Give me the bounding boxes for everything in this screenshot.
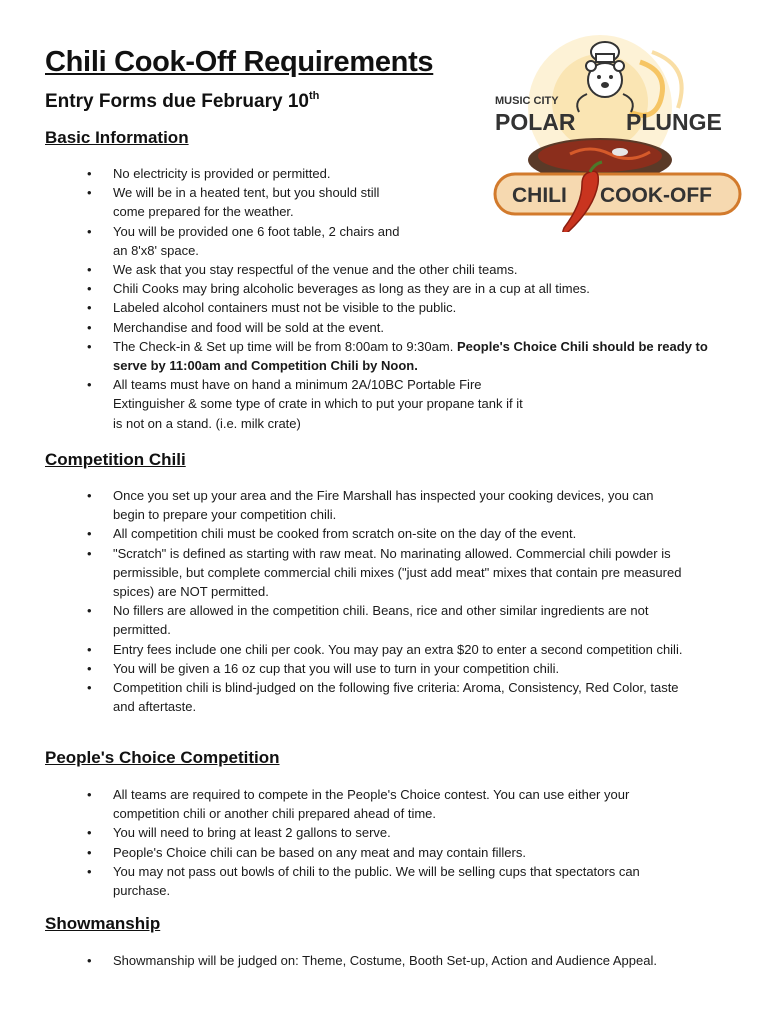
list-item <box>87 318 727 337</box>
list-item <box>87 222 727 260</box>
list-item: • You may not pass out bowls of chili to the public. We will be selling cups that spectators can purchase. <box>87 862 672 900</box>
list-item-text: Merchandise and food will be sold at the event. <box>113 319 385 335</box>
list-item <box>87 298 727 317</box>
list-item <box>87 164 727 183</box>
basic-information-list <box>87 164 727 433</box>
heading-peoples-choice: People's Choice Competition <box>45 748 280 767</box>
page-subtitle <box>45 90 319 113</box>
heading-competition-chili: Competition Chili <box>45 450 186 469</box>
list-item <box>87 337 727 375</box>
logo-music-city: MUSIC CITY <box>495 95 559 107</box>
heading-showmanship: Showmanship <box>45 914 161 933</box>
logo-chili: CHILI <box>512 184 567 207</box>
list-item-bold-text: People's Choice Chili should be ready to serve by 11:00am and Competition Chili by Noon. <box>113 338 708 374</box>
page-title: Chili Cook-Off Requirements <box>45 46 434 78</box>
list-item <box>87 279 727 298</box>
list-item-text: We will be in a heated tent, but you should still <box>113 185 380 201</box>
list-item-text: an 8'x8' space. <box>113 242 199 258</box>
subtitle-text: Entry Forms due February 10 <box>45 91 309 112</box>
heading-basic-information: Basic Information <box>45 128 189 147</box>
showmanship-list <box>87 951 727 970</box>
logo-cook-off: COOK-OFF <box>600 184 712 207</box>
competition-chili-list <box>87 486 687 716</box>
list-item-text: The Check-in & Set up time will be from 8:00am to 9:30am. <box>113 338 454 354</box>
list-item: • All teams are required to compete in the People's Choice contest. You can use either your competition chili or another chili prepared ahead of time. <box>87 785 672 823</box>
list-item: • You will be given a 16 oz cup that you will use to turn in your competition chili. <box>87 659 687 678</box>
list-item: • People's Choice chili can be based on any meat and may contain fillers. <box>87 843 672 862</box>
list-item: • You will need to bring at least 2 gallons to serve. <box>87 823 672 842</box>
list-item-text: Extinguisher & some type of crate in which to put your propane tank if it <box>113 396 523 412</box>
list-item: • No fillers are allowed in the competition chili. Beans, rice and other similar ingredients are not permitted. <box>87 601 687 639</box>
list-item-text: We ask that you stay respectful of the venue and the other chili teams. <box>113 262 518 278</box>
logo-polar: POLAR <box>495 109 576 135</box>
list-item: • All competition chili must be cooked from scratch on-site on the day of the event. <box>87 524 687 543</box>
list-item-text: come prepared for the weather. <box>113 204 294 220</box>
peoples-choice-list <box>87 785 672 900</box>
list-item: • Showmanship will be judged on: Theme, Costume, Booth Set-up, Action and Audience Appeal. <box>87 951 727 970</box>
subtitle-sup: th <box>308 90 320 102</box>
list-item: • Competition chili is blind-judged on the following five criteria: Aroma, Consistency, Red Color, taste and aftertaste. <box>87 678 687 716</box>
list-item-text: You will be provided one 6 foot table, 2 chairs and <box>113 223 400 239</box>
list-item-text: Chili Cooks may bring alcoholic beverages as long as they are in a cup at all times. <box>113 281 590 297</box>
list-item: • "Scratch" is defined as starting with raw meat. No marinating allowed. Commercial chili powder is permissible, but complete commercial chili mixes ("just add meat" mixes that contain pre measured spices) are NOT permitted. <box>87 544 687 602</box>
list-item <box>87 183 727 221</box>
logo-plunge: PLUNGE <box>626 109 722 135</box>
list-item <box>87 260 727 279</box>
list-item: • Entry fees include one chili per cook. You may pay an extra $20 to enter a second competition chili. <box>87 640 687 659</box>
list-item-text: All teams must have on hand a minimum 2A/10BC Portable Fire <box>113 377 482 393</box>
list-item <box>87 375 727 433</box>
list-item-text: Labeled alcohol containers must not be visible to the public. <box>113 300 457 316</box>
list-item-text: is not on a stand. (i.e. milk crate) <box>113 415 301 431</box>
list-item: • Once you set up your area and the Fire Marshall has inspected your cooking devices, you can begin to prepare your competition chili. <box>87 486 687 524</box>
list-item-text: No electricity is provided or permitted. <box>113 166 331 181</box>
